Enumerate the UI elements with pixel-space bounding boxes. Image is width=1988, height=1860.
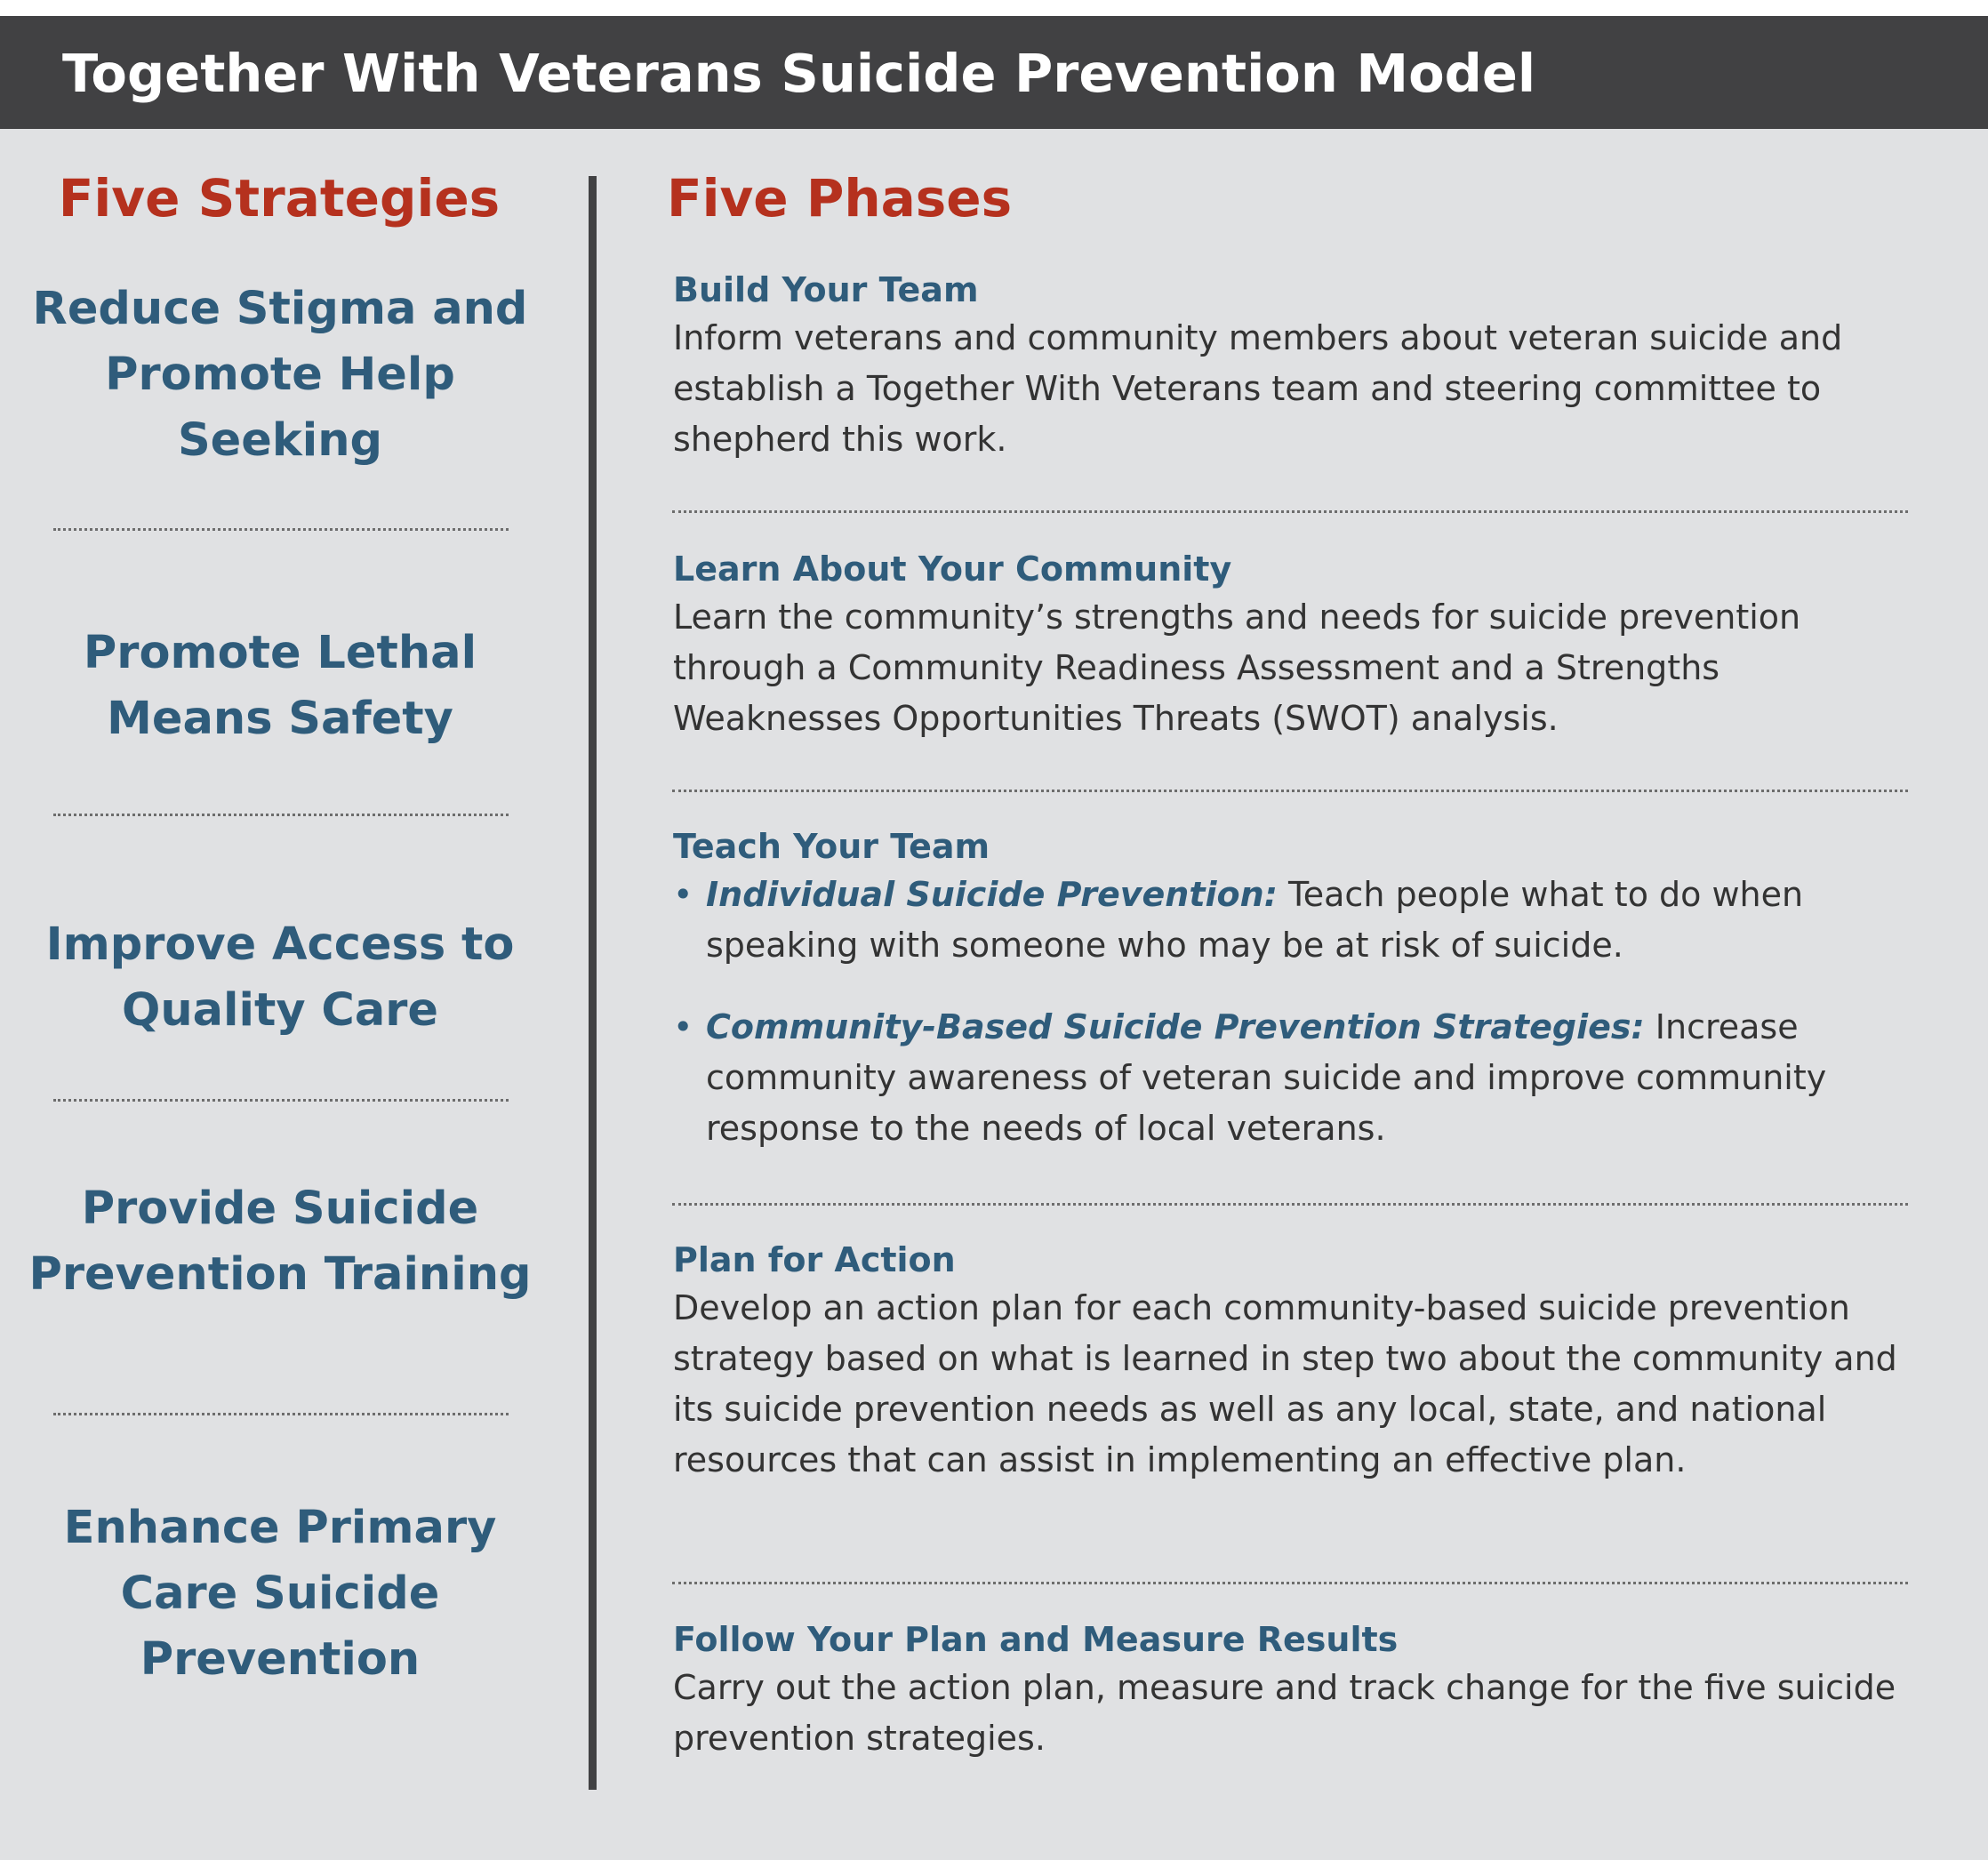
phase-title: Teach Your Team bbox=[673, 827, 990, 866]
phase-build-team bbox=[673, 267, 1918, 465]
bullet-item bbox=[673, 1002, 1918, 1154]
phase-teach-team bbox=[673, 823, 1918, 1185]
strategy-divider bbox=[53, 528, 509, 531]
bullet-dot-icon: • bbox=[673, 1007, 693, 1046]
phase-learn-community bbox=[673, 546, 1918, 744]
strategies-heading: Five Strategies bbox=[58, 168, 501, 228]
bullet-label: Individual Suicide Prevention: bbox=[706, 875, 1278, 914]
column-divider bbox=[589, 176, 597, 1790]
strategy-divider bbox=[53, 1099, 509, 1102]
title-bar bbox=[0, 16, 1988, 129]
page-title: Together With Veterans Suicide Prevention Model bbox=[62, 43, 1536, 104]
strategy-lethal-means: Promote Lethal Means Safety bbox=[83, 627, 477, 745]
phase-body: Learn the community’s strengths and needs for suicide prevention through a Community Readiness Assessment and a Strengths Weaknesses Opportunities Threats (SWOT) analysis. bbox=[673, 597, 1801, 738]
strategy-reduce-stigma: Reduce Stigma and Promote Help Seeking bbox=[32, 283, 528, 467]
bullet-label: Community-Based Suicide Prevention Strategies: bbox=[706, 1007, 1645, 1046]
phase-divider bbox=[672, 1582, 1908, 1584]
teach-team-bullet-list bbox=[673, 870, 1918, 1154]
phase-divider bbox=[672, 1203, 1908, 1206]
phase-plan-action bbox=[673, 1237, 1918, 1486]
strategy-divider bbox=[53, 814, 509, 816]
bullet-dot-icon: • bbox=[673, 875, 693, 914]
bullet-text: Increase community awareness of veteran suicide and improve community response to the needs of local veterans. bbox=[706, 1007, 1827, 1148]
phase-divider bbox=[672, 790, 1908, 792]
phase-body: Develop an action plan for each community-based suicide prevention strategy based on what is learned in step two about the community and its suicide prevention needs as well as any local, state, and national resources that can assist in implementing an effective plan. bbox=[673, 1288, 1897, 1479]
strategy-primary-care: Enhance Primary Care Suicide Prevention bbox=[63, 1502, 497, 1686]
bullet-item bbox=[673, 870, 1918, 971]
strategy-training: Provide Suicide Prevention Training bbox=[28, 1183, 532, 1301]
phase-body: Inform veterans and community members about veteran suicide and establish a Together With Veterans team and steering committee to shepherd this work. bbox=[673, 318, 1843, 459]
phases-heading: Five Phases bbox=[667, 168, 1013, 228]
bullet-text: Teach people what to do when speaking with someone who may be at risk of suicide. bbox=[706, 875, 1804, 965]
strategy-access-care: Improve Access to Quality Care bbox=[45, 918, 515, 1037]
phase-title: Learn About Your Community bbox=[673, 549, 1232, 589]
strategy-divider bbox=[53, 1413, 509, 1415]
phase-title: Build Your Team bbox=[673, 270, 979, 309]
model-panel bbox=[0, 16, 1988, 1860]
phase-divider bbox=[672, 510, 1908, 513]
phase-title: Plan for Action bbox=[673, 1240, 956, 1279]
phase-follow-plan bbox=[673, 1616, 1918, 1764]
phase-body: Carry out the action plan, measure and track change for the five suicide prevention strategies. bbox=[673, 1668, 1896, 1758]
phase-title: Follow Your Plan and Measure Results bbox=[673, 1620, 1399, 1659]
